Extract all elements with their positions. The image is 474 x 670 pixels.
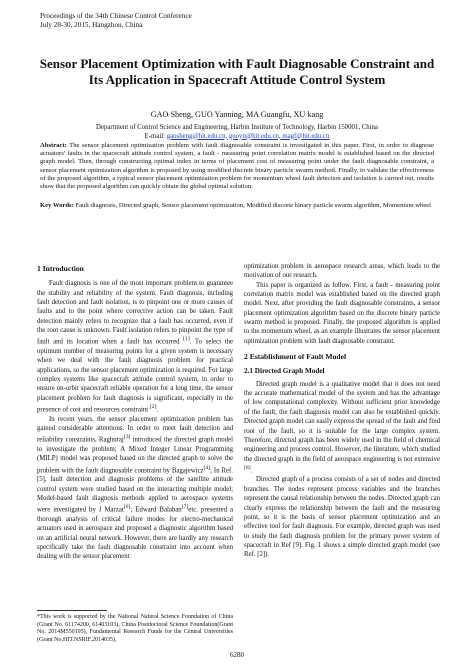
author-list: GAO Sheng, GUO Yanning, MA Guangfu, XU kang: [150, 110, 324, 119]
paragraph: Fault diagnosis is one of the most important problem to guarantee the stability and reliability of the system. Fault diagnosis, including fault detection and fault isolation, is to pinpoint one or more causes of faults and to the point where corrective action can be taken. Fault detection mainly refers to recognize that a fault has occurred, even if the root cause is unknown. Fault isolation refers to pinpoint the type of fault and its location when a fault has occurred [1]. To select the optimum number of measuring points for a given system is necessary when we deal with the fault diagnosis problem for practical applications, so the sensor placement optimization is required. For large complex systems like spacecraft attitude control system, in order to ensure on-orbit spacecraft reliable operation for a long time, the sensor placement problem for fault diagnosis is significant, especially in the presence of cost and resources constraint [2].: [37, 280, 233, 414]
left-column: [37, 258, 233, 562]
proceedings-header: [40, 12, 192, 30]
right-column: [244, 262, 440, 560]
page-number: 6280: [230, 651, 244, 659]
abstract-text: The sensor placement optimization problem with fault diagnosable constraint is investigated in this paper. First, in order to diagnose actuators' faults in the spacecraft attitude control system, a fault - measuring point correlation matrix model is established based on the directed graph model. Then, through constructing optimal index in terms of placement cost of measuring point under the fault diagnosable constraint, a sensor placement optimization algorithm is proposed by using modified discrete binary particle swarm method. Finally, to validate the effectiveness of the proposed algorithm, a typical sensor placement optimization problem for momentum wheel fault detection and isolation is carried out, results show that the proposed algorithm can quickly obtain the global optimal solution.: [40, 142, 434, 191]
email-line: [0, 133, 474, 142]
abstract-label: Abstract:: [40, 142, 67, 149]
paragraph: In recent years, the sensor placement optimization problem has gained considerable attentions. In order to meet fault detection and reliability constraints, Raghuraj[3] introduced the directed graph model to investigate the problem; A Mixed Integer Linear Programming (MILP) model was proposed based on the directed graph to solve the problem with the fault diagnosable constraint by Bagajewicz[4]; In Ref. [5], fault detection and diagnosis problems of the satellite attitude control system were studied based on the interacting multiple model; Model-based fault diagnosis methods applied to aerospace systems were investigated by J Marzat[6]; Edward Balaban[7]etc. presented a thorough analysis of critical failure modes for electro-mechanical actuators used in aerospace and proposed a diagnostic algorithm based on an artificial neural network. However, there are hardly any research specifically take the fault diagnosable constraint into account when dealing with the sensor placement: [37, 415, 233, 561]
subsection-heading: 2.1 Directed Graph Model: [244, 367, 325, 376]
paper-title: [30, 56, 444, 88]
keywords-text: Fault diagnosis, Directed graph, Sensor placement optimization, Modified discrete binary particle swarm algorithm, Momentum wheel: [73, 202, 432, 209]
email-links[interactable]: gaosheng@hit.edu.cn, guoyn@hit.edu.cn, magf@hit.edu.cn: [166, 132, 330, 140]
title-line: Its Application in Spacecraft Attitude Control System: [88, 72, 386, 87]
paragraph: This paper is organized as follow. First, a fault - measuring point correlation matrix model was established based on the directed graph model. Next, after providing the fault diagnosable constraints, a sensor placement optimization algorithm based on the discrete binary particle swarm method is proposed. Finally, the proposed algorithm is applied to the momentum wheel, as an example illustrates the sensor placement optimization problem with fault diagnosable constraint.: [244, 281, 440, 345]
citation: [2]: [149, 404, 157, 411]
affiliation-block: [0, 124, 474, 141]
affiliation: Department of Control Science and Engineering, Harbin Institute of Technology, Harbin 150001, China: [96, 124, 378, 131]
paragraph: Directed graph of a process consists of a set of nodes and directed branches. The nodes represent process variables and the branches represent the causal relationship between the nodes. Directed graph can clearly express the relationship between the fault and the measuring point, so it is the basis of sensor placement optimization and an effective tool for fault diagnosis. For example, directed graph was used to study the fault diagnosis problem for the primary power system of spacecraft in Ref [9]. Fig. 1 shows a simple directed graph model (see Ref. [2]).: [244, 476, 440, 559]
citation: [7]: [181, 504, 189, 511]
keywords: [40, 202, 434, 210]
footnote: *This work is supported by the National Natural Science Foundation of China (Grant No. 61174200, 61403103), China Postdoctoral Science Foundation(Grant No. 2014M550195), Fundamental Research Funds for the Central Universities (Grant No.HIT.NSRIF.2014035).: [37, 614, 233, 643]
citation: [8]: [244, 464, 251, 471]
abstract: [40, 142, 434, 191]
footnote-rule: [37, 610, 107, 611]
section-heading: 2 Establishment of Fault Model: [244, 352, 347, 362]
email-label: E-mail:: [144, 132, 167, 140]
section-heading: 1 Introduction: [37, 264, 84, 273]
citation: [4]: [203, 464, 211, 471]
conference-date-line: July 28-30, 2015, Hangzhou, China: [40, 21, 143, 29]
title-line: Sensor Placement Optimization with Fault Diagnosable Constraint and: [39, 56, 435, 71]
keywords-label: Key Words:: [40, 202, 74, 209]
paragraph: optimization problem in aerospace research areas, which leads to the motivation of our research.: [244, 263, 440, 280]
citation: [3]: [123, 434, 131, 441]
paragraph: Directed graph model is a qualitative model that it does not need the accurate mathematical model of the system and has the advantage of low computational complexity. Without sufficient prior knowledge of the fault, the fault diagnosis model can also be established quickly. Directed graph model can easily express the spread of the fault and find root of the fault, so it is suitable for the large complex system. Therefore, directed graph has been widely used in the field of chemical engineering and process control. However, the literature, which studied the directed graph in the field of aerospace engineering is not extensive [8].: [244, 380, 440, 475]
citation: [6]: [123, 504, 131, 511]
citation: [1]: [183, 336, 190, 343]
proceedings-line: Proceedings of the 34th Chinese Control Conference: [40, 12, 192, 20]
